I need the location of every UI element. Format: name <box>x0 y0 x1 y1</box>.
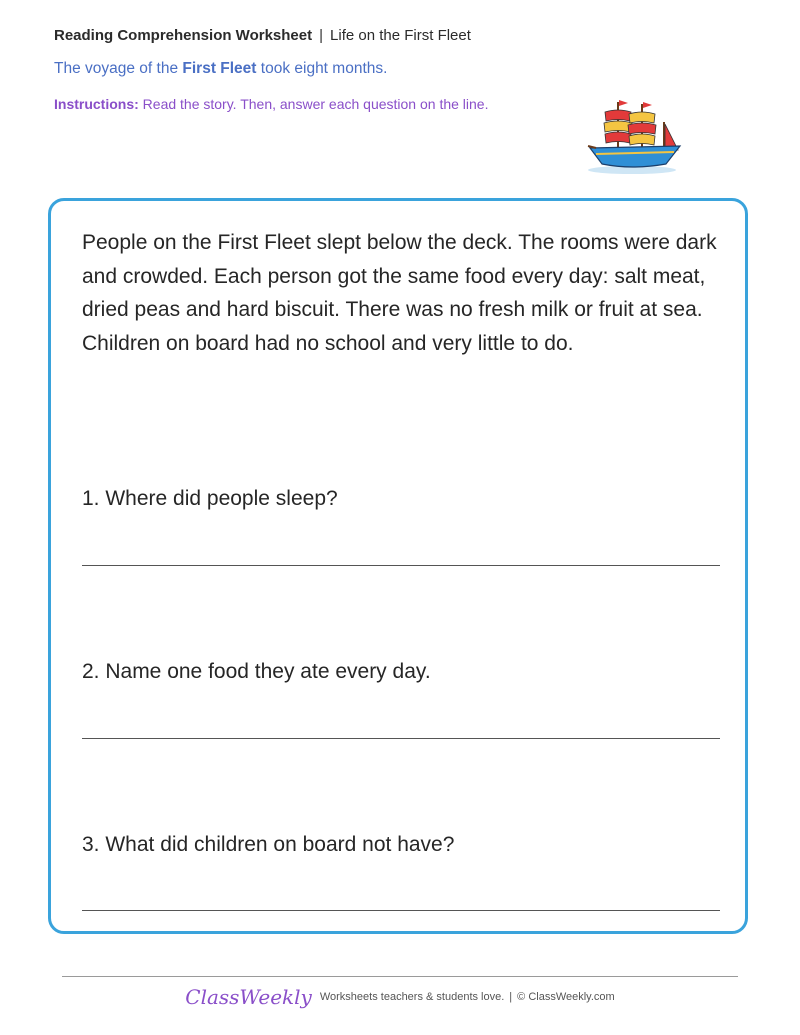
worksheet-topic: Life on the First Fleet <box>330 27 471 44</box>
answer-line-2[interactable] <box>82 738 720 739</box>
subtitle-highlight: First Fleet <box>182 60 257 77</box>
subtitle-text-before: The voyage of the <box>54 60 183 77</box>
footer-divider <box>62 976 738 977</box>
instructions <box>54 94 494 115</box>
question-2: 2. Name one food they ate every day. <box>82 660 431 683</box>
question-3: 3. What did children on board not have? <box>82 833 455 856</box>
answer-line-1[interactable] <box>82 565 720 566</box>
footer-separator: | <box>509 991 513 1003</box>
brand-logo: ClassWeekly <box>185 985 312 1009</box>
footer-copyright: © ClassWeekly.com <box>517 991 615 1003</box>
story-card <box>48 198 748 934</box>
instructions-text: Read the story. Then, answer each question on the line. <box>138 96 489 112</box>
question-1: 1. Where did people sleep? <box>82 487 338 510</box>
instructions-label: Instructions: <box>54 96 139 112</box>
worksheet-subtitle <box>54 60 387 78</box>
worksheet-title: Reading Comprehension Worksheet <box>54 27 313 44</box>
worksheet-header <box>54 27 471 44</box>
footer <box>0 985 800 1015</box>
answer-line-3[interactable] <box>82 910 720 911</box>
header-separator: | <box>319 27 324 44</box>
story-paragraph: People on the First Fleet slept below the deck. The rooms were dark and crowded. Each person got the same food every day: salt meat, dried peas and hard biscuit. There was no fresh milk or fruit at sea. Children on board had no school and very little to do. <box>82 231 717 355</box>
subtitle-text-after: took eight months. <box>256 60 388 77</box>
footer-tagline: Worksheets teachers & students love. <box>319 991 505 1003</box>
sailing-ship-icon <box>580 94 690 176</box>
